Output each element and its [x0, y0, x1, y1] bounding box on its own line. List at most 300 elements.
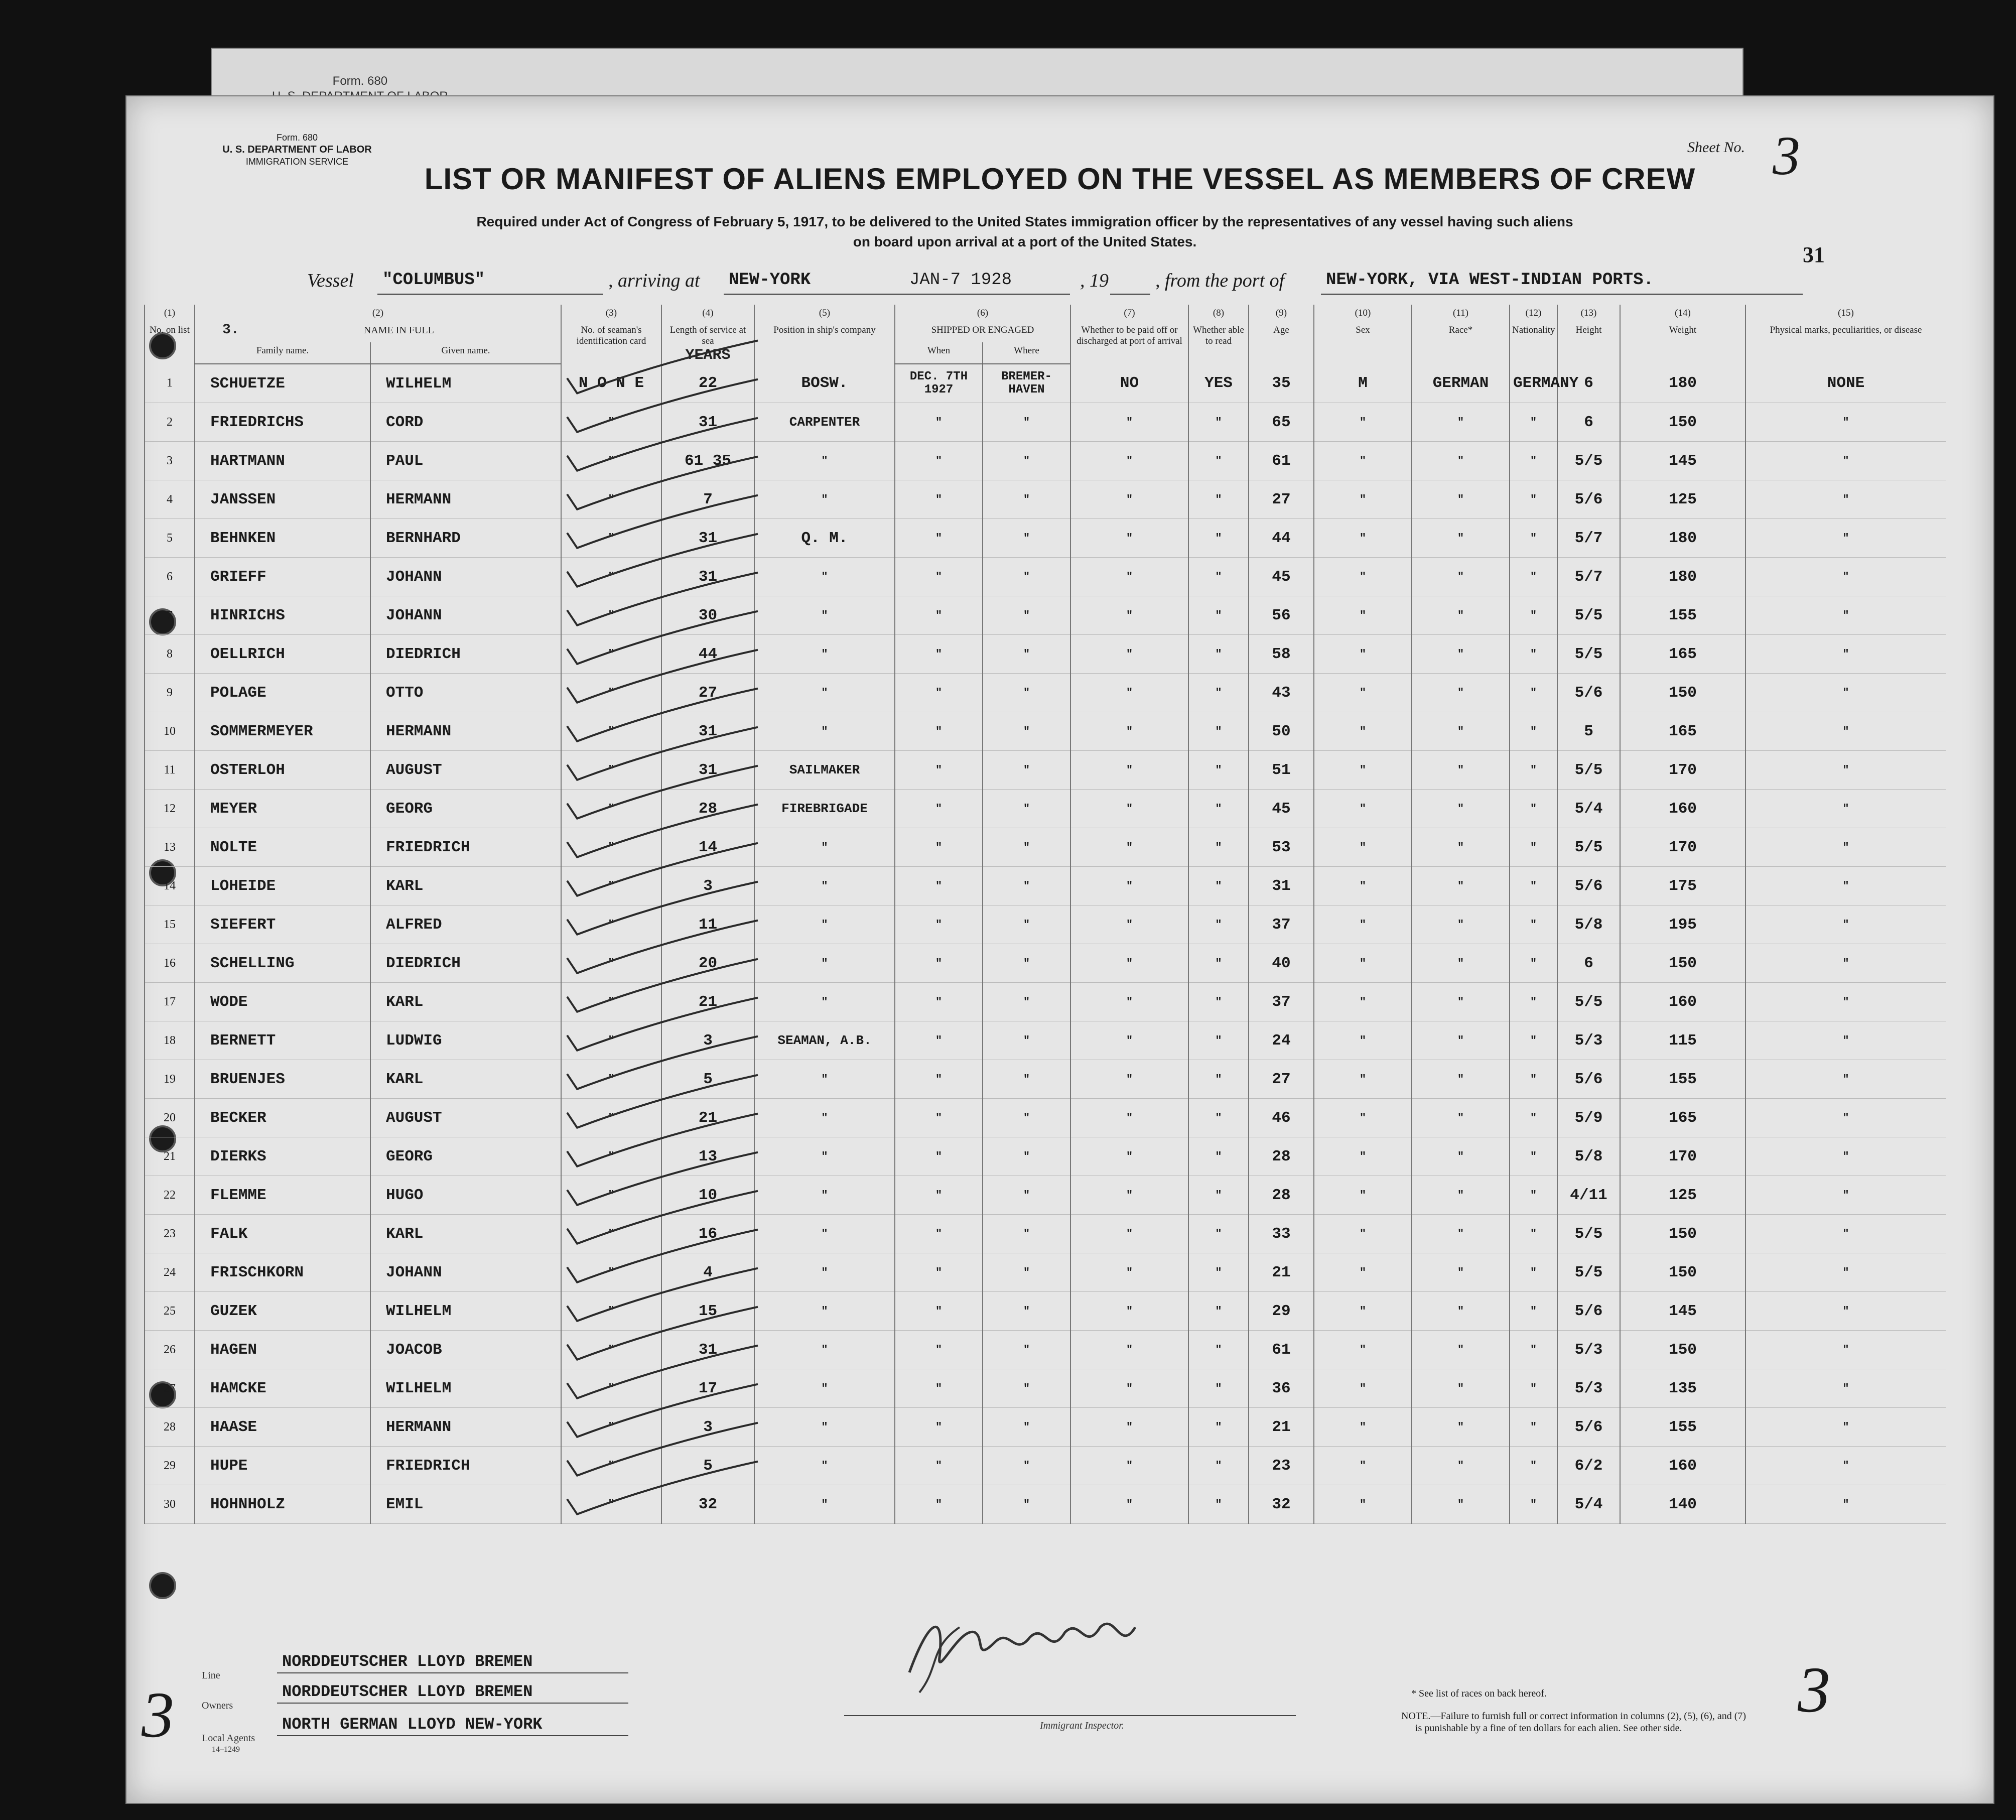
cell-weight: 160: [1620, 790, 1745, 828]
cell-position: ": [754, 1137, 895, 1176]
cell-id-card: ": [561, 635, 661, 674]
cell-physical-marks: ": [1745, 1099, 1946, 1137]
cell-sex: ": [1314, 1331, 1412, 1369]
year-label: , 19: [1080, 270, 1109, 291]
cell-age: 33: [1249, 1215, 1314, 1253]
cell-weight: 145: [1620, 1292, 1745, 1331]
cell-id-card: ": [561, 596, 661, 635]
cell-sex: ": [1314, 1099, 1412, 1137]
cell-paid-off: ": [1070, 1253, 1188, 1292]
cell-years-service: 10: [661, 1176, 754, 1215]
cell-family-name: SCHUETZE: [195, 364, 370, 403]
cell-shipped-where: ": [983, 1331, 1070, 1369]
cell-physical-marks: ": [1745, 712, 1946, 751]
cell-age: 45: [1249, 558, 1314, 596]
cell-position: ": [754, 480, 895, 519]
document-title: LIST OR MANIFEST OF ALIENS EMPLOYED ON THE VESSEL AS MEMBERS OF CREW: [424, 162, 1696, 196]
header-paid-off: Whether to be paid off or discharged at port of arrival: [1070, 322, 1188, 364]
cell-age: 21: [1249, 1253, 1314, 1292]
agents-underline: [277, 1735, 628, 1736]
cell-family-name: HARTMANN: [195, 442, 370, 480]
cell-shipped-where: ": [983, 442, 1070, 480]
cell-position: BOSW.: [754, 364, 895, 403]
cell-id-card: ": [561, 1408, 661, 1447]
cell-age: 24: [1249, 1021, 1314, 1060]
cell-position: Q. M.: [754, 519, 895, 558]
cell-shipped-when: ": [895, 1176, 983, 1215]
cell-paid-off: ": [1070, 751, 1188, 790]
cell-physical-marks: ": [1745, 1253, 1946, 1292]
line-underline: [277, 1672, 628, 1673]
header-weight: Weight: [1620, 322, 1745, 364]
cell-sex: ": [1314, 1021, 1412, 1060]
cell-race: ": [1412, 442, 1510, 480]
cell-race: ": [1412, 905, 1510, 944]
cell-physical-marks: ": [1745, 867, 1946, 905]
cell-able-to-read: ": [1188, 1253, 1249, 1292]
left-handwritten-mark: 3: [142, 1679, 174, 1751]
cell-given-name: HUGO: [370, 1176, 561, 1215]
cell-nationality: ": [1510, 1447, 1557, 1485]
name-in-full-label: NAME IN FULL: [363, 325, 434, 336]
cell-nationality: ": [1510, 828, 1557, 867]
cell-race: ": [1412, 1253, 1510, 1292]
cell-shipped-when: ": [895, 1021, 983, 1060]
cell-physical-marks: ": [1745, 480, 1946, 519]
cell-id-card: ": [561, 1176, 661, 1215]
cell-sex: ": [1314, 1176, 1412, 1215]
cell-shipped-where: ": [983, 1099, 1070, 1137]
cell-given-name: OTTO: [370, 674, 561, 712]
cell-age: 45: [1249, 790, 1314, 828]
cell-shipped-when: ": [895, 790, 983, 828]
cell-row-number: 7: [145, 596, 195, 635]
cell-able-to-read: ": [1188, 867, 1249, 905]
cell-race: ": [1412, 519, 1510, 558]
cell-nationality: ": [1510, 1331, 1557, 1369]
col-num-13: (13): [1557, 305, 1620, 322]
cell-weight: 150: [1620, 1215, 1745, 1253]
cell-shipped-when: ": [895, 558, 983, 596]
cell-age: 31: [1249, 867, 1314, 905]
cell-able-to-read: ": [1188, 1215, 1249, 1253]
cell-race: ": [1412, 596, 1510, 635]
cell-height: 5/9: [1557, 1099, 1620, 1137]
cell-weight: 150: [1620, 1331, 1745, 1369]
from-port-label: , from the port of: [1155, 270, 1285, 291]
cell-able-to-read: ": [1188, 944, 1249, 983]
signature-scribble: [899, 1597, 1160, 1698]
cell-paid-off: ": [1070, 519, 1188, 558]
cell-nationality: ": [1510, 1137, 1557, 1176]
cell-able-to-read: ": [1188, 828, 1249, 867]
cell-age: 44: [1249, 519, 1314, 558]
cell-race: ": [1412, 1021, 1510, 1060]
owners-label: Owners: [202, 1700, 233, 1711]
cell-family-name: POLAGE: [195, 674, 370, 712]
cell-row-number: 30: [145, 1485, 195, 1524]
cell-position: SEAMAN, A.B.: [754, 1021, 895, 1060]
cell-row-number: 9: [145, 674, 195, 712]
cell-family-name: GRIEFF: [195, 558, 370, 596]
cell-family-name: BEHNKEN: [195, 519, 370, 558]
cell-paid-off: ": [1070, 1099, 1188, 1137]
cell-height: 6: [1557, 403, 1620, 442]
col-num-15: (15): [1745, 305, 1946, 322]
cell-weight: 160: [1620, 983, 1745, 1021]
cell-row-number: 15: [145, 905, 195, 944]
cell-family-name: FRISCHKORN: [195, 1253, 370, 1292]
header-position: Position in ship's company: [754, 322, 895, 364]
cell-able-to-read: ": [1188, 790, 1249, 828]
cell-race: ": [1412, 867, 1510, 905]
cell-nationality: ": [1510, 944, 1557, 983]
cell-race: ": [1412, 751, 1510, 790]
cell-position: FIREBRIGADE: [754, 790, 895, 828]
cell-age: 37: [1249, 905, 1314, 944]
cell-height: 5/6: [1557, 867, 1620, 905]
cell-weight: 150: [1620, 944, 1745, 983]
cell-paid-off: ": [1070, 905, 1188, 944]
cell-race: ": [1412, 635, 1510, 674]
cell-shipped-where: ": [983, 1292, 1070, 1331]
cell-position: ": [754, 1253, 895, 1292]
from-port: NEW-YORK, VIA WEST-INDIAN PORTS.: [1326, 271, 1654, 290]
cell-position: ": [754, 635, 895, 674]
cell-position: ": [754, 1292, 895, 1331]
cell-years-service: 28: [661, 790, 754, 828]
cell-position: ": [754, 558, 895, 596]
header-no-on-list: No. on list: [145, 322, 195, 364]
cell-row-number: 4: [145, 480, 195, 519]
cell-physical-marks: ": [1745, 674, 1946, 712]
cell-shipped-where: ": [983, 828, 1070, 867]
cell-able-to-read: ": [1188, 1060, 1249, 1099]
cell-paid-off: ": [1070, 1215, 1188, 1253]
cell-weight: 160: [1620, 1447, 1745, 1485]
cell-given-name: BERNHARD: [370, 519, 561, 558]
cell-sex: ": [1314, 442, 1412, 480]
header-given-name: Given name.: [370, 342, 561, 364]
subtitle-line-2: on board upon arrival at a port of the United States.: [853, 234, 1197, 249]
cell-able-to-read: ": [1188, 596, 1249, 635]
cell-position: ": [754, 1408, 895, 1447]
cell-id-card: ": [561, 1485, 661, 1524]
inspector-signature: [899, 1597, 1160, 1709]
cell-given-name: FRIEDRICH: [370, 828, 561, 867]
cell-age: 35: [1249, 364, 1314, 403]
col-num-1: (1): [145, 305, 195, 322]
cell-age: 27: [1249, 1060, 1314, 1099]
cell-given-name: HERMANN: [370, 712, 561, 751]
cell-paid-off: ": [1070, 480, 1188, 519]
cell-id-card: N O N E: [561, 364, 661, 403]
cell-given-name: FRIEDRICH: [370, 1447, 561, 1485]
cell-given-name: AUGUST: [370, 1099, 561, 1137]
cell-shipped-where: ": [983, 867, 1070, 905]
header-physical-marks: Physical marks, peculiarities, or disease: [1745, 322, 1946, 364]
cell-years-service: 30: [661, 596, 754, 635]
cell-position: ": [754, 712, 895, 751]
cell-height: 5/7: [1557, 519, 1620, 558]
col-num-7: (7): [1070, 305, 1188, 322]
cell-physical-marks: ": [1745, 519, 1946, 558]
cell-years-service: 7: [661, 480, 754, 519]
cell-position: ": [754, 1060, 895, 1099]
penalty-note-line-1: NOTE.—Failure to furnish full or correct information in columns (2), (5), (6), and (7): [1401, 1711, 1746, 1722]
cell-weight: 150: [1620, 1253, 1745, 1292]
cell-given-name: KARL: [370, 1060, 561, 1099]
cell-race: ": [1412, 1099, 1510, 1137]
cell-years-service: 11: [661, 905, 754, 944]
cell-years-service: 3: [661, 1021, 754, 1060]
cell-physical-marks: ": [1745, 828, 1946, 867]
cell-nationality: ": [1510, 1215, 1557, 1253]
cell-paid-off: ": [1070, 828, 1188, 867]
cell-shipped-when: ": [895, 905, 983, 944]
cell-id-card: ": [561, 674, 661, 712]
header-nationality: Nationality: [1510, 322, 1557, 364]
cell-given-name: DIEDRICH: [370, 635, 561, 674]
cell-able-to-read: ": [1188, 1369, 1249, 1408]
cell-sex: ": [1314, 828, 1412, 867]
cell-sex: ": [1314, 480, 1412, 519]
cell-sex: ": [1314, 596, 1412, 635]
cell-shipped-where: ": [983, 790, 1070, 828]
cell-id-card: ": [561, 867, 661, 905]
cell-row-number: 22: [145, 1176, 195, 1215]
cell-height: 5/5: [1557, 983, 1620, 1021]
cell-given-name: JOHANN: [370, 558, 561, 596]
cell-able-to-read: ": [1188, 1485, 1249, 1524]
cell-id-card: ": [561, 442, 661, 480]
cell-height: 5/3: [1557, 1331, 1620, 1369]
cell-shipped-where: ": [983, 712, 1070, 751]
cell-position: ": [754, 1099, 895, 1137]
cell-family-name: HINRICHS: [195, 596, 370, 635]
cell-race: ": [1412, 1215, 1510, 1253]
header-age: Age: [1249, 322, 1314, 364]
cell-family-name: FLEMME: [195, 1176, 370, 1215]
cell-family-name: BERNETT: [195, 1021, 370, 1060]
cell-row-number: 18: [145, 1021, 195, 1060]
sheet-number-value: 3: [1773, 125, 1800, 186]
cell-given-name: GEORG: [370, 1137, 561, 1176]
cell-able-to-read: ": [1188, 1408, 1249, 1447]
cell-nationality: ": [1510, 558, 1557, 596]
header-able-read: Whether able to read: [1188, 322, 1249, 364]
cell-able-to-read: ": [1188, 442, 1249, 480]
cell-position: CARPENTER: [754, 403, 895, 442]
cell-sex: ": [1314, 558, 1412, 596]
owners-value: NORDDEUTSCHER LLOYD BREMEN: [282, 1682, 533, 1701]
cell-nationality: ": [1510, 442, 1557, 480]
cell-age: 28: [1249, 1176, 1314, 1215]
header-family-name: Family name.: [195, 342, 370, 364]
cell-race: ": [1412, 403, 1510, 442]
cell-physical-marks: ": [1745, 1176, 1946, 1215]
cell-shipped-when: ": [895, 751, 983, 790]
cell-sex: ": [1314, 1137, 1412, 1176]
col-num-12: (12): [1510, 305, 1557, 322]
cell-row-number: 11: [145, 751, 195, 790]
cell-height: 6/2: [1557, 1447, 1620, 1485]
cell-sex: ": [1314, 1215, 1412, 1253]
cell-physical-marks: ": [1745, 442, 1946, 480]
cell-given-name: EMIL: [370, 1485, 561, 1524]
cell-paid-off: ": [1070, 1060, 1188, 1099]
list-number: 3.: [222, 322, 239, 338]
cell-row-number: 21: [145, 1137, 195, 1176]
header-id-card: No. of seaman's identification card: [561, 322, 661, 364]
cell-given-name: KARL: [370, 867, 561, 905]
cell-nationality: ": [1510, 635, 1557, 674]
cell-given-name: AUGUST: [370, 751, 561, 790]
cell-family-name: MEYER: [195, 790, 370, 828]
cell-family-name: WODE: [195, 983, 370, 1021]
header-shipped-engaged: SHIPPED OR ENGAGED: [895, 322, 1070, 342]
cell-height: 5/6: [1557, 1060, 1620, 1099]
cell-row-number: 28: [145, 1408, 195, 1447]
cell-age: 53: [1249, 828, 1314, 867]
cell-sex: ": [1314, 905, 1412, 944]
agents-value: NORTH GERMAN LLOYD NEW-YORK: [282, 1715, 543, 1734]
cell-physical-marks: ": [1745, 905, 1946, 944]
cell-nationality: ": [1510, 1253, 1557, 1292]
cell-years-service: 5: [661, 1447, 754, 1485]
cell-able-to-read: ": [1188, 1331, 1249, 1369]
cell-weight: 115: [1620, 1021, 1745, 1060]
cell-family-name: BRUENJES: [195, 1060, 370, 1099]
cell-age: 51: [1249, 751, 1314, 790]
cell-given-name: HERMANN: [370, 480, 561, 519]
cell-paid-off: ": [1070, 674, 1188, 712]
cell-id-card: ": [561, 1369, 661, 1408]
cell-sex: ": [1314, 1369, 1412, 1408]
cell-family-name: SIEFERT: [195, 905, 370, 944]
service-name: IMMIGRATION SERVICE: [245, 157, 349, 167]
cell-id-card: ": [561, 751, 661, 790]
cell-age: 65: [1249, 403, 1314, 442]
cell-nationality: ": [1510, 751, 1557, 790]
cell-years-service: 27: [661, 674, 754, 712]
cell-id-card: ": [561, 1137, 661, 1176]
penalty-note: [1401, 1710, 1853, 1734]
cell-race: ": [1412, 1485, 1510, 1524]
cell-row-number: 19: [145, 1060, 195, 1099]
cell-shipped-where: ": [983, 1021, 1070, 1060]
cell-paid-off: ": [1070, 867, 1188, 905]
col-num-9: (9): [1249, 305, 1314, 322]
cell-paid-off: ": [1070, 712, 1188, 751]
cell-given-name: KARL: [370, 1215, 561, 1253]
cell-physical-marks: ": [1745, 1485, 1946, 1524]
cell-sex: ": [1314, 712, 1412, 751]
cell-shipped-when: ": [895, 674, 983, 712]
cell-race: ": [1412, 712, 1510, 751]
inspector-signature-line: [844, 1715, 1296, 1716]
cell-position: ": [754, 828, 895, 867]
cell-weight: 180: [1620, 558, 1745, 596]
cell-paid-off: NO: [1070, 364, 1188, 403]
cell-family-name: HAASE: [195, 1408, 370, 1447]
cell-able-to-read: ": [1188, 712, 1249, 751]
cell-weight: 165: [1620, 712, 1745, 751]
cell-physical-marks: ": [1745, 1137, 1946, 1176]
cell-age: 27: [1249, 480, 1314, 519]
cell-shipped-when: ": [895, 1447, 983, 1485]
cell-age: 50: [1249, 712, 1314, 751]
cell-sex: ": [1314, 751, 1412, 790]
cell-nationality: ": [1510, 867, 1557, 905]
cell-able-to-read: ": [1188, 519, 1249, 558]
sheet-number-label: Sheet No.: [1687, 139, 1745, 156]
cell-height: 5/5: [1557, 828, 1620, 867]
cell-race: ": [1412, 1369, 1510, 1408]
cell-nationality: ": [1510, 674, 1557, 712]
cell-height: 5/6: [1557, 1292, 1620, 1331]
cell-shipped-when: ": [895, 1137, 983, 1176]
cell-nationality: ": [1510, 905, 1557, 944]
cell-row-number: 27: [145, 1369, 195, 1408]
cell-family-name: SCHELLING: [195, 944, 370, 983]
cell-able-to-read: ": [1188, 635, 1249, 674]
cell-age: 56: [1249, 596, 1314, 635]
cell-id-card: ": [561, 790, 661, 828]
cell-weight: 155: [1620, 1408, 1745, 1447]
cell-nationality: ": [1510, 1292, 1557, 1331]
cell-id-card: ": [561, 1331, 661, 1369]
cell-height: 5/8: [1557, 905, 1620, 944]
cell-paid-off: ": [1070, 403, 1188, 442]
cell-height: 6: [1557, 944, 1620, 983]
cell-able-to-read: ": [1188, 1292, 1249, 1331]
cell-race: ": [1412, 790, 1510, 828]
vessel-name: "COLUMBUS": [382, 271, 485, 290]
cell-physical-marks: ": [1745, 1408, 1946, 1447]
cell-able-to-read: YES: [1188, 364, 1249, 403]
cell-weight: 125: [1620, 1176, 1745, 1215]
cell-years-service: 5: [661, 1060, 754, 1099]
cell-height: 5/3: [1557, 1021, 1620, 1060]
cell-id-card: ": [561, 558, 661, 596]
cell-weight: 135: [1620, 1369, 1745, 1408]
cell-years-service: 15: [661, 1292, 754, 1331]
header-sex: Sex: [1314, 322, 1412, 364]
cell-years-service: 14: [661, 828, 754, 867]
cell-shipped-where: ": [983, 1215, 1070, 1253]
cell-family-name: HUPE: [195, 1447, 370, 1485]
length-service-label: Length of service at sea: [669, 325, 746, 346]
cell-able-to-read: ": [1188, 1021, 1249, 1060]
cell-shipped-when: ": [895, 1292, 983, 1331]
cell-given-name: GEORG: [370, 790, 561, 828]
agents-label: Local Agents: [202, 1733, 255, 1744]
cell-weight: 145: [1620, 442, 1745, 480]
cell-age: 29: [1249, 1292, 1314, 1331]
cell-given-name: JOACOB: [370, 1331, 561, 1369]
cell-sex: ": [1314, 1408, 1412, 1447]
cell-height: 5/8: [1557, 1137, 1620, 1176]
cell-given-name: CORD: [370, 403, 561, 442]
cell-shipped-when: ": [895, 442, 983, 480]
vessel-label: Vessel: [307, 270, 354, 291]
cell-row-number: 2: [145, 403, 195, 442]
cell-weight: 150: [1620, 674, 1745, 712]
cell-family-name: HAMCKE: [195, 1369, 370, 1408]
cell-weight: 180: [1620, 519, 1745, 558]
cell-nationality: ": [1510, 1369, 1557, 1408]
